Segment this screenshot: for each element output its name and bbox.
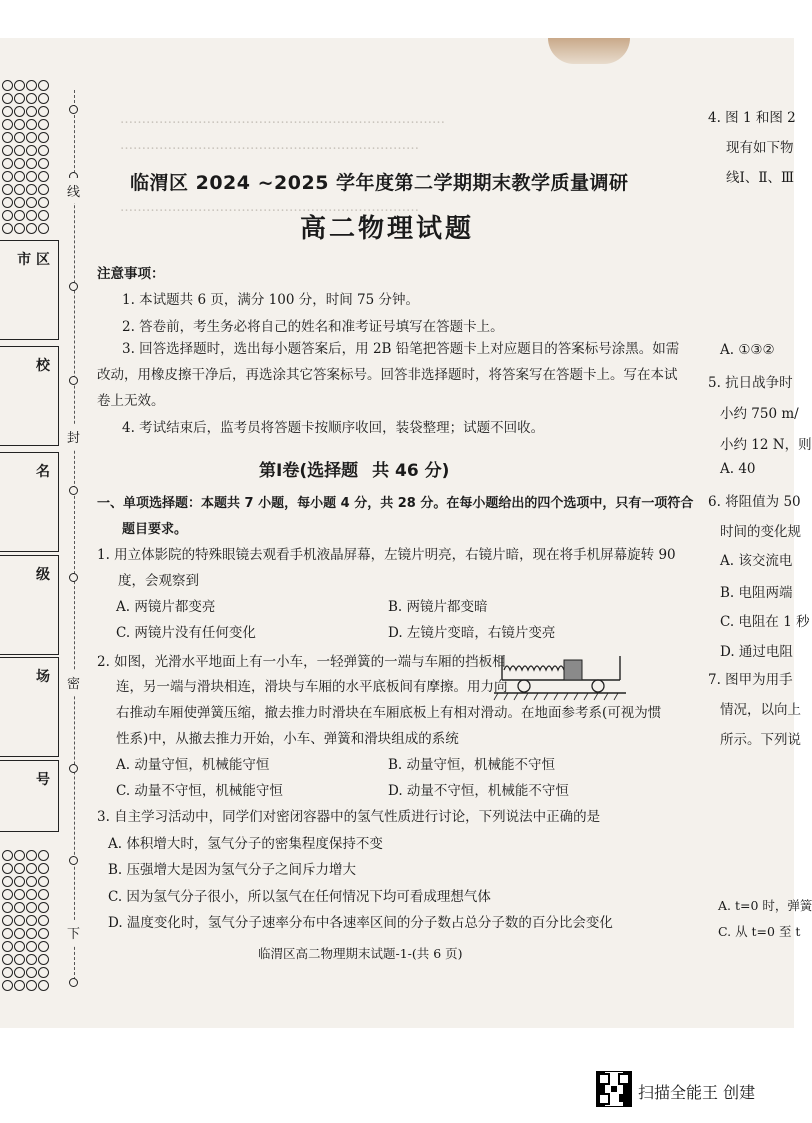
notice-item: 2. 答卷前，考生务必将自己的姓名和准考证号填写在答题卡上。 bbox=[122, 319, 504, 335]
binding-hole bbox=[14, 93, 25, 104]
binding-hole bbox=[26, 928, 37, 939]
qr-code-icon bbox=[596, 1071, 632, 1107]
section-subtitle: 共 46 分) bbox=[372, 461, 450, 481]
binding-hole bbox=[14, 197, 25, 208]
question-stem: 右推动车厢使弹簧压缩，撤去推力时滑块在车厢底板上有相对滑动。在地面参考系(可视为惯 bbox=[116, 705, 662, 721]
notice-item: 1. 本试题共 6 页，满分 100 分，时间 75 分钟。 bbox=[122, 292, 419, 308]
binding-hole bbox=[26, 980, 37, 991]
question-stem: 小约 12 N，则 bbox=[720, 437, 812, 453]
binding-dashed-line bbox=[74, 90, 75, 985]
page-footer: 临渭区高二物理期末试题-1-(共 6 页) bbox=[258, 946, 463, 961]
slider-block bbox=[564, 660, 582, 680]
option-b[interactable]: B. 两镜片都变暗 bbox=[388, 599, 488, 615]
section-title: 第Ⅰ卷(选择题 bbox=[259, 461, 359, 481]
question-stem: 6. 将阻值为 50 bbox=[708, 494, 801, 510]
wheel bbox=[592, 680, 604, 692]
binding-hole bbox=[26, 889, 37, 900]
section-heading bbox=[259, 456, 449, 481]
binding-hole bbox=[14, 889, 25, 900]
binding-dots-bottom bbox=[2, 850, 52, 991]
option-d[interactable]: D. 动量不守恒，机械能不守恒 bbox=[388, 783, 569, 799]
binding-hole bbox=[26, 902, 37, 913]
binding-hole bbox=[2, 850, 13, 861]
binding-hole bbox=[38, 184, 49, 195]
binding-hole bbox=[26, 106, 37, 117]
notice-item: 4. 考试结束后，监考员将答题卡按顺序收回，装袋整理；试题不回收。 bbox=[122, 420, 545, 436]
binding-hole bbox=[26, 119, 37, 130]
binding-ring bbox=[69, 764, 78, 773]
question-stem: 线Ⅰ、Ⅱ、Ⅲ bbox=[726, 170, 795, 186]
binding-hole bbox=[26, 184, 37, 195]
binding-hole bbox=[14, 954, 25, 965]
field-label: 市 区 bbox=[17, 252, 50, 268]
binding-hole bbox=[26, 197, 37, 208]
binding-hole bbox=[26, 941, 37, 952]
question-stem: 3. 自主学习活动中，同学们对密闭容器中的氢气性质进行讨论，下列说法中正确的是 bbox=[97, 809, 601, 825]
binding-hole bbox=[14, 850, 25, 861]
binding-hole bbox=[38, 210, 49, 221]
binding-hole bbox=[14, 158, 25, 169]
binding-hole bbox=[38, 223, 49, 234]
binding-hole bbox=[26, 863, 37, 874]
binding-hole bbox=[2, 184, 13, 195]
binding-hole bbox=[26, 93, 37, 104]
field-exam-room[interactable] bbox=[0, 657, 59, 757]
field-seat-number[interactable] bbox=[0, 760, 59, 832]
binding-hole bbox=[14, 210, 25, 221]
question-stem: 连，另一端与滑块相连，滑块与车厢的水平底板间有摩擦。用力向 bbox=[116, 679, 508, 695]
wheel bbox=[518, 680, 530, 692]
binding-hole bbox=[2, 119, 13, 130]
binding-hole bbox=[14, 106, 25, 117]
binding-hole bbox=[38, 863, 49, 874]
binding-hole bbox=[14, 941, 25, 952]
field-school[interactable] bbox=[0, 346, 59, 446]
question-stem: 性系)中，从撤去推力开始，小车、弹簧和滑块组成的系统 bbox=[116, 731, 459, 747]
binding-hole bbox=[38, 132, 49, 143]
binding-hole bbox=[38, 967, 49, 978]
binding-hole bbox=[38, 941, 49, 952]
bleed-through-text: …………………………………………………………… bbox=[120, 138, 419, 153]
binding-hole bbox=[2, 863, 13, 874]
option-a: A. ①③② bbox=[720, 342, 775, 358]
binding-hole bbox=[2, 132, 13, 143]
binding-hole bbox=[38, 876, 49, 887]
binding-hole bbox=[14, 928, 25, 939]
question-stem: 5. 抗日战争时 bbox=[708, 375, 793, 391]
part-heading: 一、单项选择题：本题共 7 小题，每小题 4 分，共 28 分。在每小题给出的四个选项中，只有一项符合 bbox=[97, 496, 694, 511]
option-d[interactable]: D. 温度变化时，氢气分子速率分布中各速率区间的分子数占总分子数的百分比会变化 bbox=[108, 915, 613, 931]
binding-hole bbox=[26, 145, 37, 156]
option-a[interactable]: A. 动量守恒，机械能守恒 bbox=[116, 757, 270, 773]
option-b: B. 电阻两端 bbox=[720, 585, 793, 601]
binding-hole bbox=[26, 80, 37, 91]
binding-ring bbox=[69, 376, 78, 385]
binding-hole bbox=[38, 119, 49, 130]
field-label: 场 bbox=[36, 669, 50, 685]
binding-hole bbox=[14, 223, 25, 234]
question-stem: 7. 图甲为用手 bbox=[708, 672, 793, 688]
next-page-column bbox=[700, 0, 812, 990]
binding-ring bbox=[69, 105, 78, 114]
binding-hole bbox=[2, 902, 13, 913]
binding-hole bbox=[38, 954, 49, 965]
binding-hole bbox=[2, 967, 13, 978]
binding-hole bbox=[14, 184, 25, 195]
option-b[interactable]: B. 压强增大是因为氢气分子之间斥力增大 bbox=[108, 862, 357, 878]
question-stem: 1. 用立体影院的特殊眼镜去观看手机液晶屏幕，左镜片明亮，右镜片暗，现在将手机屏幕旋转 90 bbox=[97, 547, 676, 563]
exam-subject-title: 高二物理试题 bbox=[300, 214, 475, 244]
binding-hole bbox=[2, 223, 13, 234]
notice-item-continued: 改动，用橡皮擦干净后，再选涂其它答案标号。回答非选择题时，将答案写在答题卡上。写在本试 bbox=[97, 367, 678, 383]
option-c[interactable]: C. 因为氢气分子很小，所以氢气在任何情况下均可看成理想气体 bbox=[108, 889, 491, 905]
binding-ring bbox=[69, 486, 78, 495]
question-stem: 所示。下列说 bbox=[720, 732, 801, 748]
torn-corner bbox=[548, 38, 630, 64]
bleed-through-text: ………………………………………………………………… bbox=[120, 112, 445, 127]
notice-item: 3. 回答选择题时，选出每小题答案后，用 2B 铅笔把答题卡上对应题目的答案标号涂黑。如需 bbox=[122, 341, 680, 357]
question-stem: 小约 750 m/ bbox=[720, 406, 799, 422]
option-c: C. 电阻在 1 秒 bbox=[720, 614, 810, 630]
binding-hole bbox=[2, 980, 13, 991]
question-stem: 现有如下物 bbox=[726, 140, 794, 156]
binding-hole bbox=[26, 171, 37, 182]
binding-hole bbox=[26, 132, 37, 143]
question-stem: 情况，以向上 bbox=[720, 702, 801, 718]
binding-hole bbox=[2, 93, 13, 104]
binding-hole bbox=[2, 171, 13, 182]
binding-hole bbox=[26, 850, 37, 861]
binding-hole bbox=[38, 850, 49, 861]
binding-hole bbox=[2, 197, 13, 208]
binding-hole bbox=[14, 119, 25, 130]
field-city-district[interactable] bbox=[0, 240, 59, 340]
binding-hole bbox=[26, 876, 37, 887]
ground-hatch bbox=[494, 693, 618, 700]
scanner-brand-text: 扫描全能王 创建 bbox=[638, 1083, 756, 1102]
question-stem: 度，会观察到 bbox=[118, 573, 199, 589]
field-name[interactable] bbox=[0, 452, 59, 552]
option-c: C. 从 t=0 至 t bbox=[718, 924, 801, 939]
field-label: 号 bbox=[36, 772, 50, 788]
bleed-through-text: …………………………………………………………… bbox=[120, 200, 419, 215]
binding-ring bbox=[69, 978, 78, 987]
binding-hole bbox=[38, 928, 49, 939]
binding-hole bbox=[26, 158, 37, 169]
binding-hole bbox=[2, 954, 13, 965]
question-stem: 4. 图 1 和图 2 bbox=[708, 110, 796, 126]
option-d[interactable]: D. 左镜片变暗，右镜片变亮 bbox=[388, 625, 556, 641]
option-c[interactable]: C. 动量不守恒，机械能守恒 bbox=[116, 783, 283, 799]
binding-hole bbox=[38, 980, 49, 991]
notice-item-continued: 卷上无效。 bbox=[97, 393, 165, 409]
field-class[interactable] bbox=[0, 555, 59, 655]
binding-hole bbox=[2, 210, 13, 221]
binding-hole bbox=[14, 863, 25, 874]
exam-title: 临渭区 2024 ~2025 学年度第二学期期末教学质量调研 bbox=[130, 172, 629, 194]
binding-hole bbox=[2, 889, 13, 900]
binding-hole bbox=[2, 876, 13, 887]
binding-char-line: 线 bbox=[67, 178, 80, 203]
binding-hole bbox=[14, 876, 25, 887]
binding-hole bbox=[26, 954, 37, 965]
binding-hole bbox=[2, 145, 13, 156]
option-d: D. 通过电阻 bbox=[720, 644, 793, 660]
binding-hole bbox=[14, 902, 25, 913]
binding-hole bbox=[2, 158, 13, 169]
binding-hole bbox=[38, 106, 49, 117]
option-b[interactable]: B. 动量守恒，机械能不守恒 bbox=[388, 757, 556, 773]
notice-heading: 注意事项： bbox=[97, 266, 165, 282]
binding-hole bbox=[38, 197, 49, 208]
option-a: A. t=0 时，弹簧 bbox=[718, 898, 812, 913]
binding-hole bbox=[14, 967, 25, 978]
binding-hole bbox=[14, 171, 25, 182]
binding-hole bbox=[26, 210, 37, 221]
binding-hole bbox=[26, 915, 37, 926]
spring bbox=[504, 666, 564, 670]
option-a: A. 该交流电 bbox=[720, 553, 793, 569]
option-a[interactable]: A. 体积增大时，氢气分子的密集程度保持不变 bbox=[108, 836, 383, 852]
binding-hole bbox=[14, 145, 25, 156]
binding-ring bbox=[69, 282, 78, 291]
binding-char-secret: 密 bbox=[67, 670, 80, 695]
part-heading-continued: 题目要求。 bbox=[122, 522, 188, 537]
field-label: 校 bbox=[36, 358, 50, 374]
binding-hole bbox=[2, 941, 13, 952]
binding-ring bbox=[69, 573, 78, 582]
binding-hole bbox=[26, 967, 37, 978]
field-label: 级 bbox=[36, 567, 50, 583]
binding-hole bbox=[2, 915, 13, 926]
binding-char-below: 下 bbox=[67, 920, 80, 945]
binding-hole bbox=[14, 915, 25, 926]
binding-dots-top bbox=[2, 80, 52, 234]
binding-hole bbox=[14, 80, 25, 91]
binding-hole bbox=[38, 158, 49, 169]
binding-hole bbox=[38, 902, 49, 913]
binding-hole bbox=[38, 889, 49, 900]
question-stem: 时间的变化规 bbox=[720, 524, 801, 540]
binding-hole bbox=[38, 171, 49, 182]
option-c[interactable]: C. 两镜片没有任何变化 bbox=[116, 625, 256, 641]
field-label: 名 bbox=[36, 464, 50, 480]
option-a[interactable]: A. 两镜片都变亮 bbox=[116, 599, 216, 615]
binding-hole bbox=[38, 93, 49, 104]
question-stem: 2. 如图，光滑水平地面上有一小车，一轻弹簧的一端与车厢的挡板相 bbox=[97, 654, 506, 670]
binding-hole bbox=[38, 915, 49, 926]
binding-hole bbox=[2, 106, 13, 117]
binding-hole bbox=[38, 80, 49, 91]
option-a: A. 40 bbox=[720, 461, 756, 477]
cart-spring-diagram bbox=[492, 652, 627, 702]
binding-hole bbox=[26, 223, 37, 234]
binding-hole bbox=[2, 80, 13, 91]
binding-hole bbox=[14, 980, 25, 991]
binding-char-seal: 封 bbox=[67, 424, 80, 449]
binding-hole bbox=[14, 132, 25, 143]
binding-ring bbox=[69, 856, 78, 865]
binding-hole bbox=[38, 145, 49, 156]
binding-hole bbox=[2, 928, 13, 939]
